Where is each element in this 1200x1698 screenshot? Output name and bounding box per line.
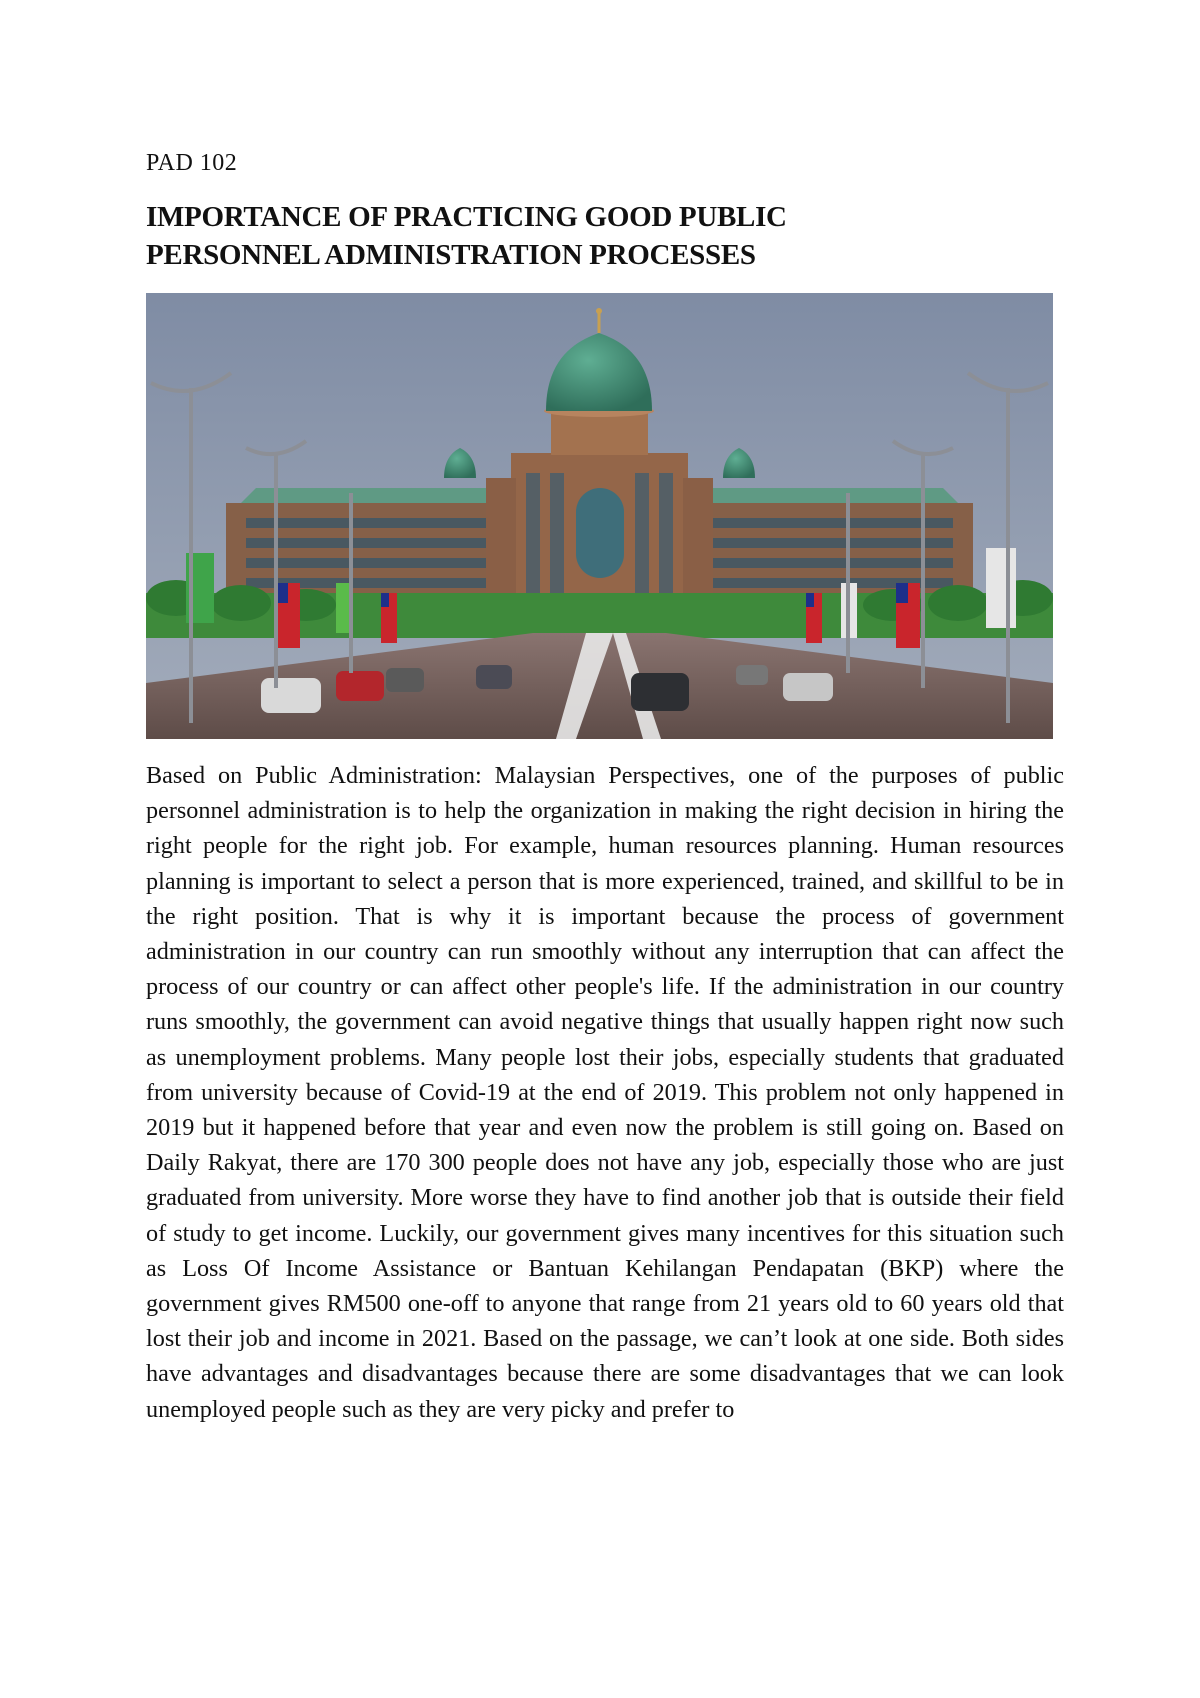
course-code: PAD 102 <box>146 150 238 176</box>
title-line-1: IMPORTANCE OF PRACTICING GOOD PUBLIC <box>146 201 787 233</box>
body-paragraph: Based on Public Administration: Malaysian Perspectives, one of the purposes of public personnel administration is to help the organization in making the right decision in hiring the right people for the right job. For example, human resources planning. Human resources planning is important to select a person that is more experienced, trained, and skillful to be in the right position. That is why it is important because the process of government administration in our country can run smoothly without any interruption that can affect the process of our country or can affect other people's life. If the administration in our country runs smoothly, the government can avoid negative things that usually happen right now such as unemployment problems. Many people lost their jobs, especially students that graduated from university because of Covid-19 at the end of 2019. This problem not only happened in 2019 but it happened before that year and even now the problem is still going on. Based on Daily Rakyat, there are 170 300 people does not have any job, especially those who are just graduated from university. More worse they have to find another job that is outside their field of study to get income. Luckily, our government gives many incentives for this situation such as Loss Of Income Assistance or Bantuan Kehilangan Pendapatan (BKP) where the government gives RM500 one-off to anyone that range from 21 years old to 60 years old that lost their job and income in 2021. Based on the passage, we can’t look at one side. Both sides have advantages and disadvantages because there are some disadvantages that we can look unemployed people such as they are very picky and prefer to <box>146 762 1064 1423</box>
building-photo <box>146 293 1053 739</box>
building-photo-illustration <box>146 293 1053 739</box>
title-line-2: PERSONNEL ADMINISTRATION PROCESSES <box>146 239 756 271</box>
document-title <box>146 198 1066 274</box>
